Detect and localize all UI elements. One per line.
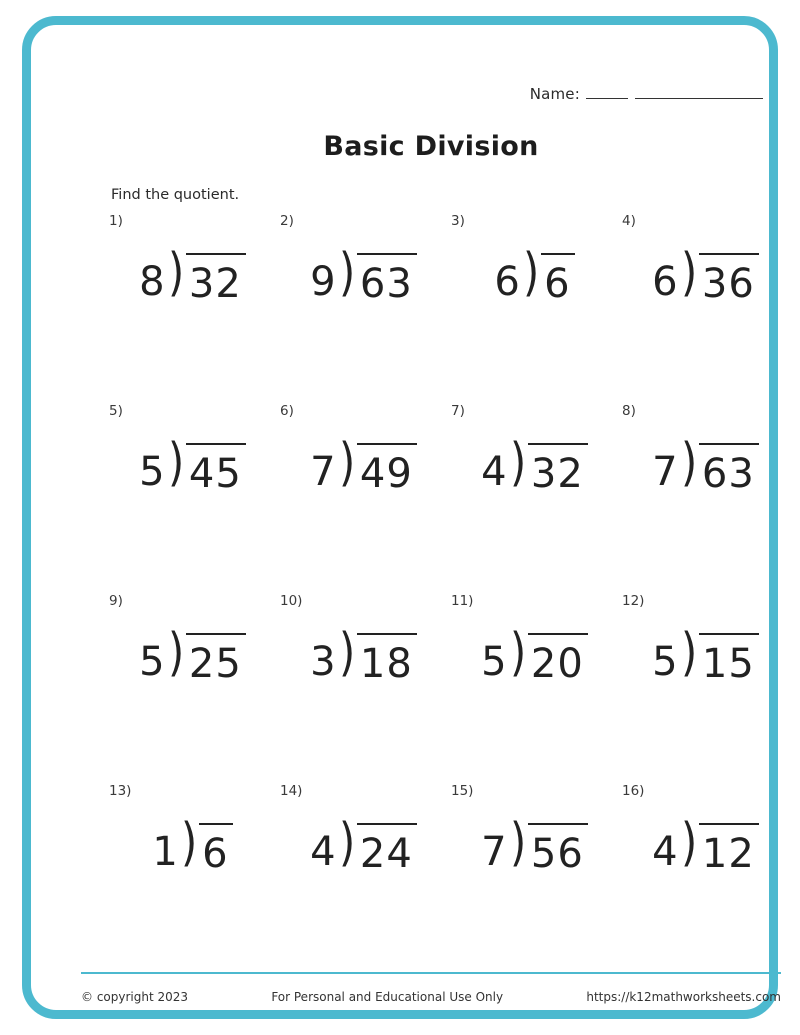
long-division-expression <box>449 813 620 877</box>
problem-number: 7) <box>451 403 465 419</box>
long-division-expression <box>449 623 620 687</box>
divisor: 7 <box>481 829 507 875</box>
dividend: 49 <box>357 443 417 494</box>
long-division-expression <box>449 243 620 307</box>
dividend: 63 <box>357 253 417 304</box>
dividend: 18 <box>357 633 417 684</box>
division-bracket-icon: ) <box>522 243 540 303</box>
divisor: 5 <box>652 639 678 685</box>
problem-item <box>449 591 620 781</box>
worksheet-content <box>71 59 791 1026</box>
problem-item <box>449 211 620 401</box>
problem-item <box>278 401 449 591</box>
divisor: 4 <box>310 829 336 875</box>
problem-number: 16) <box>622 783 645 799</box>
problem-number: 13) <box>109 783 132 799</box>
divisor: 7 <box>310 449 336 495</box>
problem-number: 2) <box>280 213 294 229</box>
footer-divider <box>81 972 781 974</box>
problem-item <box>107 591 278 781</box>
problem-number: 8) <box>622 403 636 419</box>
division-bracket-icon: ) <box>167 433 184 493</box>
division-bracket-icon: ) <box>167 243 184 303</box>
long-division-expression <box>107 433 278 497</box>
problem-number: 9) <box>109 593 123 609</box>
dividend: 24 <box>357 823 417 874</box>
divisor: 9 <box>310 259 336 305</box>
long-division-expression <box>620 813 791 877</box>
division-bracket-icon: ) <box>509 623 526 683</box>
dividend: 6 <box>541 253 574 304</box>
division-bracket-icon: ) <box>680 623 697 683</box>
footer-usage-note: For Personal and Educational Use Only <box>271 990 504 1004</box>
dividend: 15 <box>699 633 759 684</box>
problem-number: 3) <box>451 213 465 229</box>
problem-number: 11) <box>451 593 474 609</box>
problem-item <box>278 211 449 401</box>
division-bracket-icon: ) <box>338 813 355 873</box>
footer-copyright: © copyright 2023 <box>81 990 189 1004</box>
problem-item <box>107 211 278 401</box>
problem-number: 12) <box>622 593 645 609</box>
problem-item <box>107 781 278 971</box>
dividend: 36 <box>699 253 759 304</box>
dividend: 25 <box>186 633 246 684</box>
problem-number: 5) <box>109 403 123 419</box>
division-bracket-icon: ) <box>338 243 355 303</box>
long-division-expression <box>620 243 791 307</box>
instruction-text: Find the quotient. <box>111 187 240 203</box>
problem-item <box>278 781 449 971</box>
division-bracket-icon: ) <box>680 813 697 873</box>
long-division-expression <box>278 623 449 687</box>
division-bracket-icon: ) <box>338 623 355 683</box>
dividend: 20 <box>528 633 588 684</box>
problem-number: 10) <box>280 593 303 609</box>
problems-grid <box>107 211 791 971</box>
dividend: 6 <box>199 823 232 874</box>
problem-number: 15) <box>451 783 474 799</box>
divisor: 7 <box>652 449 678 495</box>
footer-url: https://k12mathworksheets.com <box>586 990 781 1004</box>
name-field-row <box>530 85 763 103</box>
problem-item <box>449 781 620 971</box>
division-bracket-icon: ) <box>338 433 355 493</box>
name-blank-short[interactable] <box>586 85 628 99</box>
long-division-expression <box>107 243 278 307</box>
dividend: 45 <box>186 443 246 494</box>
dividend: 32 <box>528 443 588 494</box>
divisor: 4 <box>652 829 678 875</box>
page-border-frame <box>22 16 781 1019</box>
divisor: 4 <box>481 449 507 495</box>
dividend: 56 <box>528 823 588 874</box>
divisor: 5 <box>139 449 165 495</box>
division-bracket-icon: ) <box>180 813 198 873</box>
divisor: 6 <box>494 259 520 305</box>
name-label: Name: <box>529 85 580 103</box>
problem-item <box>107 401 278 591</box>
problem-item <box>278 591 449 781</box>
long-division-expression <box>620 433 791 497</box>
divisor: 8 <box>139 259 165 305</box>
problem-number: 14) <box>280 783 303 799</box>
problem-number: 6) <box>280 403 294 419</box>
name-blank-long[interactable] <box>635 85 763 99</box>
division-bracket-icon: ) <box>167 623 184 683</box>
page-title: Basic Division <box>323 131 539 162</box>
dividend: 12 <box>699 823 759 874</box>
long-division-expression <box>620 623 791 687</box>
problem-item <box>620 781 791 971</box>
division-bracket-icon: ) <box>680 243 697 303</box>
division-bracket-icon: ) <box>509 433 526 493</box>
long-division-expression <box>278 433 449 497</box>
problem-item <box>449 401 620 591</box>
divisor: 5 <box>481 639 507 685</box>
divisor: 3 <box>310 639 336 685</box>
division-bracket-icon: ) <box>680 433 697 493</box>
problem-item <box>620 591 791 781</box>
problem-item <box>620 211 791 401</box>
dividend: 32 <box>186 253 246 304</box>
divisor: 1 <box>152 829 178 875</box>
problem-number: 4) <box>622 213 636 229</box>
division-bracket-icon: ) <box>509 813 526 873</box>
divisor: 6 <box>652 259 678 305</box>
long-division-expression <box>449 433 620 497</box>
divisor: 5 <box>139 639 165 685</box>
long-division-expression <box>278 243 449 307</box>
dividend: 63 <box>699 443 759 494</box>
problem-number: 1) <box>109 213 123 229</box>
footer <box>81 990 781 1004</box>
long-division-expression <box>107 623 278 687</box>
long-division-expression <box>278 813 449 877</box>
long-division-expression <box>107 813 278 877</box>
problem-item <box>620 401 791 591</box>
